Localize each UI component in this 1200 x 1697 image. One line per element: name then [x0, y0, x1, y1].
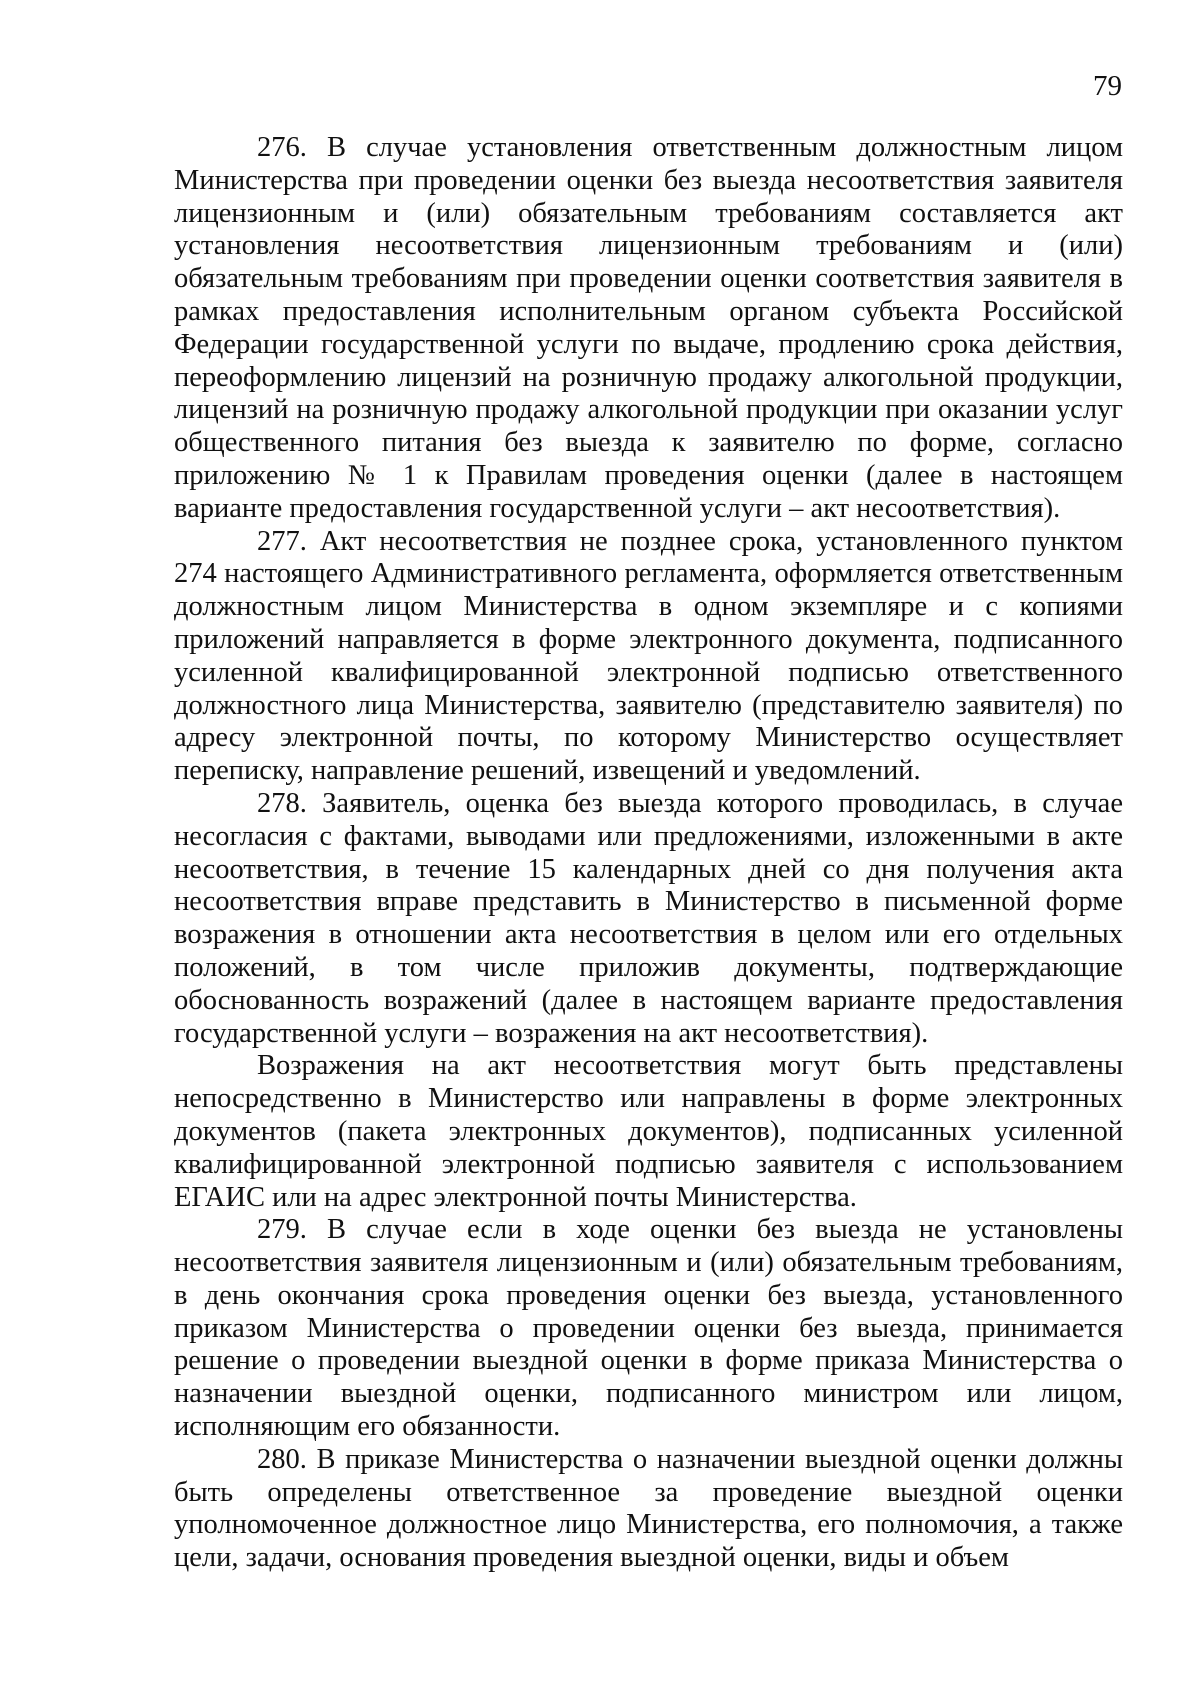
paragraph-279: 279. В случае если в ходе оценки без выезда не установлены несоответствия заявителя лицензионным и (или) обязательным требованиям, в день окончания срока проведения оценки без выезда, установленного приказом Министерства о проведении оценки без выезда, принимается решение о проведении выездной оценки в форме приказа Министерства о назначении выездной оценки, подписанного министром или лицом, исполняющим его обязанности. — [174, 1214, 1123, 1443]
paragraph-278: 278. Заявитель, оценка без выезда которого проводилась, в случае несогласия с фактами, выводами или предложениями, изложенными в акте несоответствия, в течение 15 календарных дней со дня получения акта несоответствия вправе представить в Министерство в письменной форме возражения в отношении акта несоответствия в целом или его отдельных положений, в том числе приложив документы, подтверждающие обоснованность возражений (далее в настоящем варианте предоставления государственной услуги – возражения на акт несоответствия). — [174, 787, 1123, 1049]
paragraph-objections: Возражения на акт несоответствия могут быть представлены непосредственно в Министерство или направлены в форме электронных документов (пакета электронных документов), подписанных усиленной квалифицированной электронной подписью заявителя с использованием ЕГАИС или на адрес электронной почты Министерства. — [174, 1050, 1123, 1213]
document-body — [174, 132, 1123, 1575]
paragraph-276: 276. В случае установления ответственным должностным лицом Министерства при проведении оценки без выезда несоответствия заявителя лицензионным и (или) обязательным требованиям составляется акт установления несоответствия лицензионным требованиям и (или) обязательным требованиям при проведении оценки соответствия заявителя в рамках предоставления исполнительным органом субъекта Российской Федерации государственной услуги по выдаче, продлению срока действия, переоформлению лицензий на розничную продажу алкогольной продукции, лицензий на розничную продажу алкогольной продукции при оказании услуг общественного питания без выезда к заявителю по форме, согласно приложению № 1 к Правилам проведения оценки (далее в настоящем варианте предоставления государственной услуги – акт несоответствия). — [174, 132, 1123, 524]
paragraph-280: 280. В приказе Министерства о назначении выездной оценки должны быть определены ответственное за проведение выездной оценки уполномоченное должностное лицо Министерства, его полномочия, а также цели, задачи, основания проведения выездной оценки, виды и объем — [174, 1443, 1123, 1574]
paragraph-277: 277. Акт несоответствия не позднее срока, установленного пунктом 274 настоящего Административного регламента, оформляется ответственным должностным лицом Министерства в одном экземпляре и с копиями приложений направляется в форме электронного документа, подписанного усиленной квалифицированной электронной подписью ответственного должностного лица Министерства, заявителю (представителю заявителя) по адресу электронной почты, по которому Министерство осуществляет переписку, направление решений, извещений и уведомлений. — [174, 525, 1123, 787]
page-number: 79 — [1093, 70, 1122, 102]
